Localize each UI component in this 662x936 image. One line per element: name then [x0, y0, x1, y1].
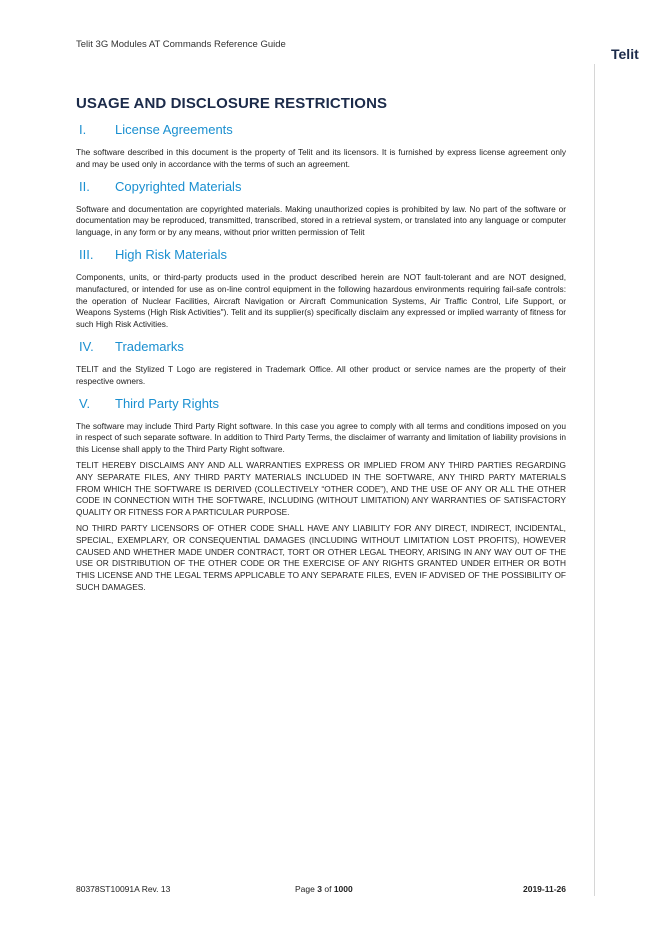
page-of: of	[324, 884, 332, 894]
section-heading	[76, 122, 566, 137]
section-license	[76, 122, 566, 171]
running-header-title: Telit 3G Modules AT Commands Reference Guide	[76, 39, 286, 50]
section-title: Trademarks	[115, 338, 184, 354]
document-id: 80378ST10091A Rev. 13	[76, 884, 171, 894]
paragraph: The software described in this document is the property of Telit and its licensors. It is furnished by express license agreement only and may be used only in accordance with the terms of such an agreement.	[76, 147, 566, 169]
section-heading	[76, 247, 566, 262]
section-third-party	[76, 396, 566, 594]
page-total: 1000	[333, 884, 353, 894]
section-number: IV.	[79, 338, 94, 354]
page-number: 3	[317, 884, 322, 894]
section-heading	[76, 339, 566, 354]
section-copyright	[76, 179, 566, 239]
logo-text: Telit	[611, 46, 639, 62]
paragraph: The software may include Third Party Right software. In this case you agree to comply with all terms and conditions imposed on you in respect of such separate software. In addition to Third Party Terms, the disclaimer of warranty and limitation of liability provisions in this License shall apply to the Third Party Right software.	[76, 420, 566, 455]
margin-rule	[594, 64, 595, 896]
telit-logo	[607, 43, 647, 65]
section-number: II.	[79, 178, 90, 194]
section-number: V.	[79, 395, 91, 411]
section-heading	[76, 179, 566, 194]
page-indicator	[295, 884, 353, 894]
page-title: USAGE AND DISCLOSURE RESTRICTIONS	[76, 95, 388, 112]
paragraph: NO THIRD PARTY LICENSORS OF OTHER CODE SHALL HAVE ANY LIABILITY FOR ANY DIRECT, INDIRECT, INCIDENTAL, SPECIAL, EXEMPLARY, OR CONSEQUENTIAL DAMAGES (INCLUDING WITHOUT LIMITATION LOST PROFITS), HOWEVER CAUSED AND WHETHER MADE UNDER CONTRACT, TORT OR OTHER LEGAL THEORY, ARISING IN ANY WAY OUT OF THE USE OR DISTRIBUTION OF THE OTHER CODE OR THE EXERCISE OF ANY RIGHTS GRANTED UNDER EITHER OR BOTH THIS LICENSE AND THE LEGAL TERMS APPLICABLE TO ANY SEPARATE FILES, EVEN IF ADVISED OF THE POSSIBILITY OF SUCH DAMAGES.	[76, 522, 566, 592]
section-title: High Risk Materials	[115, 246, 227, 262]
document-date: 2019-11-26	[522, 884, 566, 894]
paragraph: TELIT HEREBY DISCLAIMS ANY AND ALL WARRANTIES EXPRESS OR IMPLIED FROM ANY THIRD PARTIES REGARDING ANY SEPARATE FILES, ANY THIRD PARTY MATERIALS INCLUDED IN THE SOFTWARE, ANY THIRD PARTY MATERIALS FROM WHICH THE SOFTWARE IS DERIVED (COLLECTIVELY “OTHER CODE”), AND THE USE OF ANY OR ALL THE OTHER CODE IN CONNECTION WITH THE SOFTWARE, INCLUDING (WITHOUT LIMITATION) ANY WARRANTIES OF SATISFACTORY QUALITY OR FITNESS FOR A PARTICULAR PURPOSE.	[76, 459, 566, 518]
section-number: I.	[79, 122, 87, 137]
paragraph: Components, units, or third-party products used in the product described herein are NOT fault-tolerant and are NOT designed, manufactured, or intended for use as on-line control equipment in the following hazardous environments requiring fail-safe controls: the operation of Nuclear Facilities, Aircraft Navigation or Aircraft Communication Systems, Air Traffic Control, Life Support, or Weapons Systems (High Risk Activities"). Telit and its supplier(s) specifically disclaim any expressed or implied warranty of fitness for such High Risk Activities.	[76, 271, 566, 330]
page-prefix: Page	[295, 884, 315, 894]
section-title: License Agreements	[115, 122, 233, 137]
section-trademarks	[76, 339, 566, 388]
section-title: Copyrighted Materials	[115, 178, 242, 194]
section-number: III.	[79, 246, 94, 262]
section-title: Third Party Rights	[115, 395, 220, 411]
section-heading	[76, 396, 566, 411]
section-high-risk	[76, 247, 566, 331]
content-body	[76, 122, 566, 602]
paragraph: Software and documentation are copyrighted materials. Making unauthorized copies is prohibited by law. No part of the software or documentation may be reproduced, transmitted, transcribed, stored in a retrieval system, or translated into any language or computer language, in any form or by any means, without prior written permission of Telit	[76, 203, 566, 238]
paragraph: TELIT and the Stylized T Logo are registered in Trademark Office. All other product or service names are the property of their respective owners.	[76, 363, 566, 386]
